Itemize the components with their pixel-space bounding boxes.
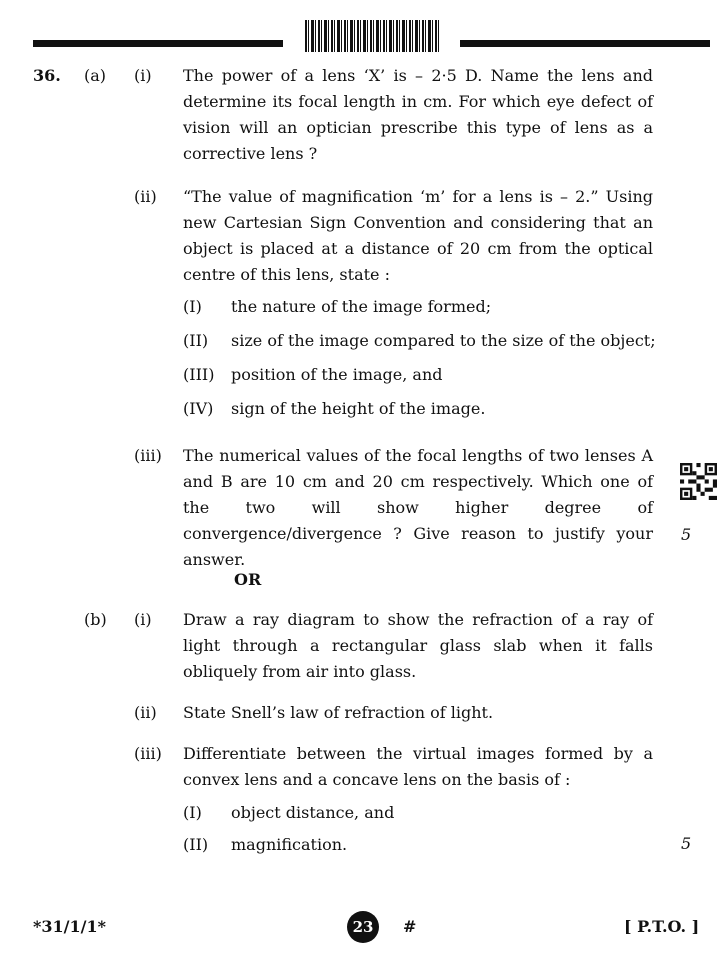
part-b-i-label: (i) <box>134 610 152 629</box>
header-rule-right <box>460 40 710 47</box>
paper-code: *31/1/1* <box>33 917 106 936</box>
part-b-label: (b) <box>84 610 107 629</box>
list-item-text: the nature of the image formed; <box>231 297 492 316</box>
marks-a: 5 <box>681 525 692 544</box>
part-b-i-text: Draw a ray diagram to show the refraction of a ray of light through a rectangular glass slab when it falls obliquely from air into glass. <box>183 610 653 681</box>
question-number: 36. <box>33 66 61 85</box>
list-item-label: (II) <box>183 835 209 854</box>
part-b-iii-text: Differentiate between the virtual images formed by a convex lens and a concave lens on the basis of : <box>183 744 653 789</box>
barcode-icon <box>305 20 439 52</box>
hash-mark: # <box>403 917 417 936</box>
list-item-text: magnification. <box>231 835 348 854</box>
list-item-label: (I) <box>183 297 202 316</box>
marks-b: 5 <box>681 834 692 853</box>
list-item-text: sign of the height of the image. <box>231 399 486 418</box>
header-rule-left <box>33 40 283 47</box>
list-item-label: (IV) <box>183 399 214 418</box>
part-a-i-label: (i) <box>134 66 152 85</box>
part-a-i-text: The power of a lens ‘X’ is – 2·5 D. Name the lens and determine its focal length in cm. For which eye defect of vision will an optician prescribe this type of lens as a corrective lens ? <box>183 66 653 163</box>
page-number-badge: 23 <box>347 911 379 943</box>
list-item-text: object distance, and <box>231 803 395 822</box>
part-a-ii-label: (ii) <box>134 187 157 206</box>
part-a-iii-label: (iii) <box>134 446 162 465</box>
part-a-ii-text: “The value of magnification ‘m’ for a lens is – 2.” Using new Cartesian Sign Convention and considering that an object is placed at a distance of 20 cm from the optical centre of this lens, state : <box>183 187 653 284</box>
part-a-label: (a) <box>84 66 107 85</box>
part-b-ii-text: State Snell’s law of refraction of light. <box>183 703 494 722</box>
list-item-text: position of the image, and <box>231 365 443 384</box>
part-b-ii-label: (ii) <box>134 703 157 722</box>
list-item-label: (III) <box>183 365 215 384</box>
list-item-label: (I) <box>183 803 202 822</box>
pto-label: [ P.T.O. ] <box>624 917 700 936</box>
part-a-iii-text: The numerical values of the focal lengths of two lenses A and B are 10 cm and 20 cm respectively. Which one of the two will show higher degree of convergence/divergence ? Give reason to justify your answer. <box>183 446 653 569</box>
or-divider: OR <box>234 570 262 589</box>
list-item-label: (II) <box>183 331 209 350</box>
list-item-text: size of the image compared to the size of the object; <box>231 331 656 350</box>
qr-code-icon <box>680 463 717 500</box>
part-b-iii-label: (iii) <box>134 744 162 763</box>
